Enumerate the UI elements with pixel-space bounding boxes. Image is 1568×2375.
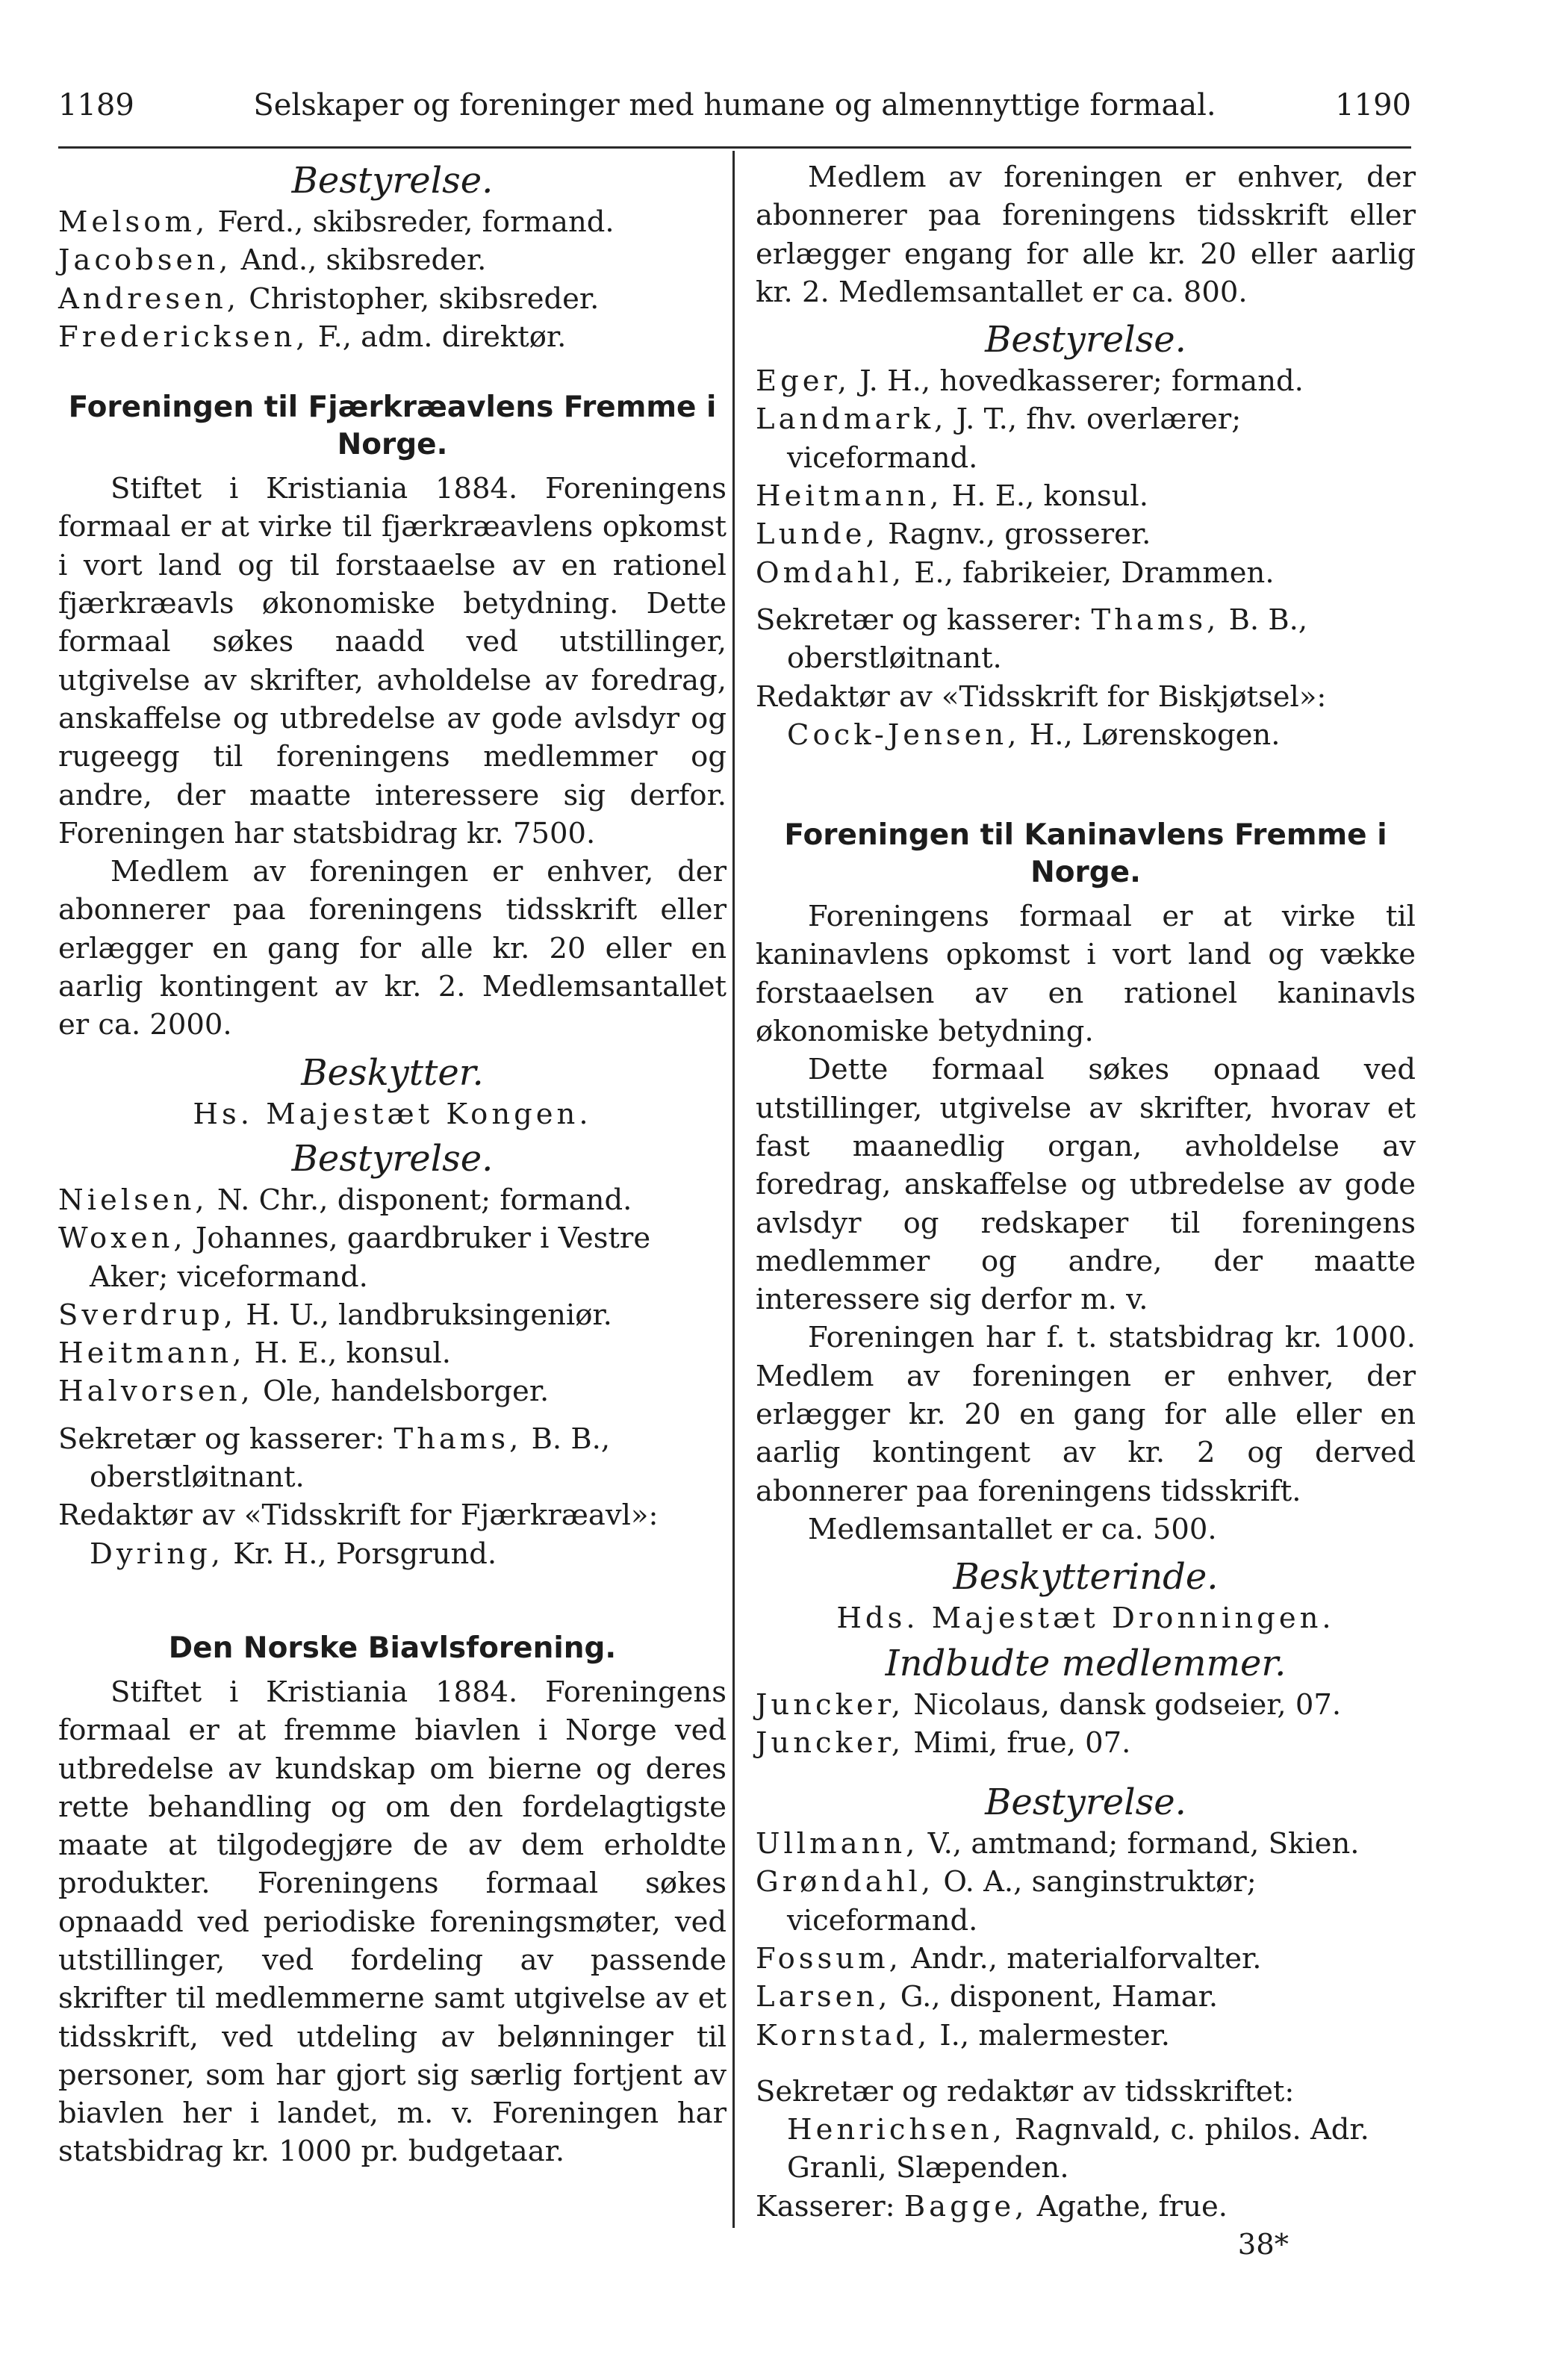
organization-title: Den Norske Biavlsforening. (168, 1631, 617, 1665)
editor-line: Redaktør av «Tidsskrift for Fjærkræavl»: Dyring, Kr. H., Porsgrund. (58, 1498, 659, 1571)
editor-line: Redaktør av «Tidsskrift for Biskjøtsel»: Cock-Jensen, H., Lørenskogen. (756, 679, 1327, 752)
patroness-heading: Beskytterinde. (953, 1556, 1219, 1599)
board-member: Nielsen, N. Chr., disponent; formand. (58, 1183, 632, 1217)
patron-heading: Beskytter. (301, 1051, 484, 1094)
board-member: Kornstad, I., malermester. (756, 2018, 1171, 2052)
board-member: Fossum, Andr., materialforvalter. (756, 1941, 1262, 1976)
activities-paragraph: Dette formaal søkes opnaad ved utstillinger, utgivelse av skrifter, hvorav et fast maanedlig organ, avholdelse av foredrag, anskaffelse og utbredelse av gode avlsdyr og redskaper til foreningens medlemmer og andre, der maatte interessere sig derfor m. v. (756, 1053, 1416, 1317)
board-member: Ullmann, V., amtmand; formand, Skien. (756, 1827, 1360, 1861)
running-title: Selskaper og foreninger med humane og almennyttige formaal. (253, 88, 1216, 122)
board-member: Jacobsen, And., skibsreder. (58, 243, 487, 278)
board-member: Landmark, J. T., fhv. overlærer; viceformand. (756, 402, 1242, 475)
organization-title: Foreningen til Kaninavlens Fremme i Norge. (784, 818, 1387, 890)
membership-paragraph: Medlem av foreningen er enhver, der abonnerer paa foreningens tidsskrift eller erlægger engang for alle kr. 20 eller aarlig kr. 2. Medlemsantallet er ca. 800. (756, 161, 1416, 309)
page-number-left: 1189 (58, 88, 134, 122)
board-heading: Bestyrelse. (291, 1137, 494, 1180)
board-member: Melsom, Ferd., skibsreder, formand. (58, 205, 615, 239)
signature-mark: 38* (1237, 2228, 1289, 2262)
membership-paragraph: Foreningen har f. t. statsbidrag kr. 1000. Medlem av foreningen er enhver, der erlægger kr. 20 en gang for alle eller en aarlig kontingent av kr. 2 og derved abonnerer paa foreningens tidsskrift. (756, 1321, 1416, 1508)
member-count: Medlemsantallet er ca. 500. (808, 1512, 1217, 1546)
organization-description: Stiftet i Kristiania 1884. Foreningens formaal er at fremme biavlen i Norge ved utbredelse av kundskap om bierne og deres rette behandling og om den fordelagtigste maate at tilgodegjøre de av dem erholdte produkter. Foreningens formaal søkes opnaadd ved periodiske foreningsmøter, ved utstillinger, ved fordeling av passende skrifter til medlemmerne samt utgivelse av et tidsskrift, ved utdeling av belønninger til personer, som har gjort sig særlig fortjent av biavlen her i landet, m. v. Foreningen har statsbidrag kr. 1000 pr. budgetaar. (58, 1675, 727, 2169)
board-member: Lunde, Ragnv., grosserer. (756, 517, 1151, 552)
secretary-line: Sekretær og kasserer: Thams, B. B., oberstløitnant. (756, 603, 1308, 676)
board-member: Woxen, Johannes, gaardbruker i Vestre Aker; viceformand. (58, 1221, 651, 1294)
board-member: Larsen, G., disponent, Hamar. (756, 1980, 1219, 2014)
membership-paragraph: Medlem av foreningen er enhver, der abonnerer paa foreningens tidsskrift eller erlægger en gang for alle kr. 20 eller en aarlig kontingent av kr. 2. Medlemsantallet er ca. 2000. (58, 855, 727, 1042)
board-heading: Bestyrelse. (985, 1781, 1186, 1824)
treasurer-line: Kasserer: Bagge, Agathe, frue. (756, 2189, 1228, 2223)
board-member: Heitmann, H. E., konsul. (756, 479, 1148, 514)
column-divider (732, 151, 735, 2228)
patroness-name: Hds. Majestæt Dronningen. (836, 1602, 1335, 1636)
invited-member: Juncker, Nicolaus, dansk godseier, 07. (756, 1687, 1342, 1722)
board-member: Eger, J. H., hovedkasserer; formand. (756, 364, 1304, 399)
organization-description: Stiftet i Kristiania 1884. Foreningens formaal er at virke til fjærkræavlens opkomst i vort land og til forstaaelse av en rationel fjærkræavls økonomiske betydning. Dette formaal søkes naadd ved utstillinger, utgivelse av skrifter, avholdelse av foredrag, anskaffelse og utbredelse av gode avlsdyr og rugeegg til foreningens medlemmer og andre, der maatte interessere sig derfor. Foreningen har statsbidrag kr. 7500. (58, 472, 727, 850)
left-column (58, 158, 727, 2171)
board-member: Heitmann, H. E., konsul. (58, 1336, 451, 1371)
organization-description: Foreningens formaal er at virke til kaninavlens opkomst i vort land og vække forstaaelsen av en rationel kaninavls økonomiske betydning. (756, 900, 1416, 1049)
patron-name: Hs. Majestæt Kongen. (193, 1097, 592, 1131)
secretary-editor-line: Sekretær og redaktør av tidsskriftet: Henrichsen, Ragnvald, c. philos. Adr. Granli, Slæpenden. (756, 2074, 1369, 2185)
board-member: Omdahl, E., fabrikeier, Drammen. (756, 555, 1275, 590)
board-member: Grøndahl, O. A., sanginstruktør; viceformand. (756, 1865, 1257, 1937)
right-column (756, 158, 1416, 2264)
board-member: Halvorsen, Ole, handelsborger. (58, 1375, 550, 1409)
invited-members-heading: Indbudte medlemmer. (885, 1642, 1287, 1684)
board-member: Fredericksen, F., adm. direktør. (58, 320, 567, 354)
board-heading: Bestyrelse. (985, 319, 1186, 361)
board-heading: Bestyrelse. (291, 160, 494, 202)
secretary-line: Sekretær og kasserer: Thams, B. B., oberstløitnant. (58, 1422, 611, 1495)
board-member: Andresen, Christopher, skibsreder. (58, 281, 600, 316)
page-header (58, 88, 1411, 133)
invited-member: Juncker, Mimi, frue, 07. (756, 1725, 1131, 1760)
page-number-right: 1190 (1335, 88, 1411, 122)
board-member: Sverdrup, H. U., landbruksingeniør. (58, 1298, 612, 1332)
header-rule (58, 146, 1411, 149)
organization-title: Foreningen til Fjærkræavlens Fremme i Norge. (68, 390, 717, 462)
